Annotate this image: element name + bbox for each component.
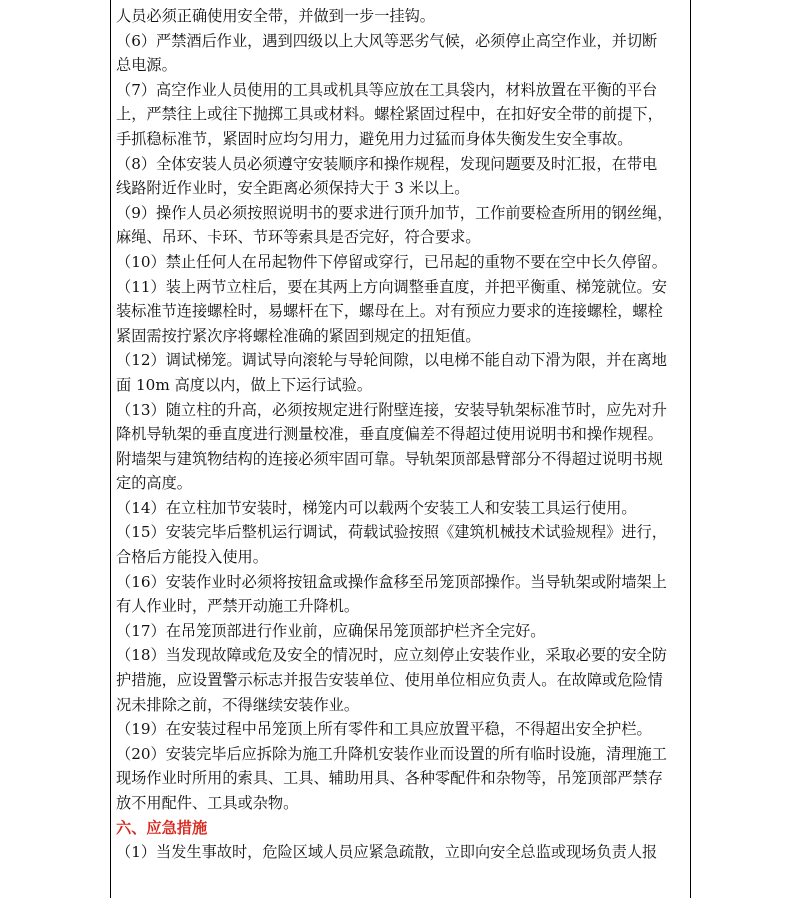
paragraph-p20 [116, 742, 685, 816]
paragraph-line: 手抓稳标准节，紧固时应均匀用力，避免用力过猛而身体失衡发生安全事故。 [116, 129, 633, 148]
paragraph-line: （11）装上两节立柱后，要在其两上方向调整垂直度，并把平衡重、梯笼就位。安 [116, 277, 667, 296]
paragraph-line: （20）安装完毕后应拆除为施工升降机安装作业而设置的所有临时设施，清理施工 [116, 744, 667, 763]
paragraph-line: 合格后方能投入使用。 [116, 548, 268, 567]
paragraph-list [116, 4, 685, 816]
paragraph-p9 [116, 201, 685, 250]
section-heading: 六、应急措施 [116, 818, 208, 837]
paragraph-line: （14）在立柱加节安装时，梯笼内可以载两个安装工人和安装工具运行使用。 [116, 498, 637, 517]
paragraph-line: 紧固需按拧紧次序将螺栓准确的紧固到规定的扭矩值。 [116, 326, 481, 345]
paragraph-line: 降机导轨架的垂直度进行测量校准，垂直度偏差不得超过使用说明书和操作规程。 [116, 425, 663, 444]
paragraph-p15 [116, 520, 685, 569]
paragraph-line: 附墙架与建筑物结构的连接必须牢固可靠。导轨架顶部悬臂部分不得超过说明书规 [116, 449, 663, 468]
paragraph-line: （8）全体安装人员必须遵守安装顺序和操作规程，发现问题要及时汇报，在带电 [116, 154, 658, 173]
paragraph-line: 总电源。 [116, 56, 177, 75]
paragraph-p8 [116, 152, 685, 201]
paragraph-line: （9）操作人员必须按照说明书的要求进行顶升加节，工作前要检查所用的钢丝绳， [116, 203, 673, 222]
paragraph-p14 [116, 496, 685, 521]
document-body [116, 4, 685, 865]
paragraph-line: （19）在安装过程中吊笼顶上所有零件和工具应放置平稳，不得超出安全护栏。 [116, 720, 652, 739]
paragraph-line: 护措施，应设置警示标志并报告安装单位、使用单位相应负责人。在故障或危险情 [116, 671, 663, 690]
paragraph-line: （16）安装作业时必须将按钮盒或操作盒移至吊笼顶部操作。当导轨架或附墙架上 [116, 572, 667, 591]
paragraph-line: 放不用配件、工具或杂物。 [116, 794, 299, 812]
paragraph-line: 定的高度。 [116, 474, 192, 493]
paragraph-line: 现场作业时所用的索具、工具、辅助用具、各种零配件和杂物等，吊笼顶部严禁存 [116, 769, 663, 788]
paragraph-e1 [116, 840, 685, 865]
emergency-paragraph-list [116, 840, 685, 865]
paragraph-p17 [116, 619, 685, 644]
paragraph-line: 人员必须正确使用安全带，并做到一步一挂钩。 [116, 7, 435, 25]
paragraph-line: 麻绳、吊环、卡环、节环等索具是否完好，符合要求。 [116, 228, 481, 247]
paragraph-p19 [116, 717, 685, 742]
paragraph-p11 [116, 275, 685, 349]
paragraph-p12 [116, 348, 685, 397]
paragraph-line: 装标准节连接螺栓时，易螺杆在下，螺母在上。对有预应力要求的连接螺栓，螺栓 [116, 302, 663, 321]
paragraph-line: 面 10m 高度以内，做上下运行试验。 [116, 375, 373, 394]
paragraph-line: （6）严禁酒后作业，遇到四级以上大风等恶劣气候，必须停止高空作业，并切断 [116, 31, 658, 50]
paragraph-line: （13）随立柱的升高，必须按规定进行附壁连接，安装导轨架标准节时，应先对升 [116, 400, 667, 419]
paragraph-line: （10）禁止任何人在吊起物件下停留或穿行，已吊起的重物不要在空中长久停留。 [116, 252, 667, 271]
paragraph-line: （7）高空作业人员使用的工具或机具等应放在工具袋内，材料放置在平衡的平台 [116, 80, 658, 99]
paragraph-line: 有人作业时，严禁开动施工升降机。 [116, 597, 359, 616]
paragraph-line: （17）在吊笼顶部进行作业前，应确保吊笼顶部护栏齐全完好。 [116, 621, 546, 640]
paragraph-p7 [116, 78, 685, 152]
paragraph-line: 线路附近作业时，安全距离必须保持大于 3 米以上。 [116, 179, 470, 198]
paragraph-p6 [116, 29, 685, 78]
paragraph-line: （12）调试梯笼。调试导向滚轮与导轮间隙，以电梯不能自动下滑为限，并在离地 [116, 351, 667, 370]
paragraph-line: （1）当发生事故时，危险区域人员应紧急疏散，立即向安全总监或现场负责人报 [116, 843, 658, 862]
paragraph-p5-tail [116, 4, 685, 29]
paragraph-p18 [116, 643, 685, 717]
paragraph-p10 [116, 250, 685, 275]
paragraph-p16 [116, 570, 685, 619]
paragraph-p13 [116, 398, 685, 496]
paragraph-line: （15）安装完毕后整机运行调试，荷载试验按照《建筑机械技术试验规程》进行， [116, 523, 667, 542]
paragraph-line: （18）当发现故障或危及安全的情况时，应立刻停止安装作业，采取必要的安全防 [116, 646, 667, 665]
paragraph-line: 况未排除之前，不得继续安装作业。 [116, 695, 359, 714]
paragraph-line: 上，严禁往上或往下抛掷工具或材料。螺栓紧固过程中，在扣好安全带的前提下， [116, 105, 663, 124]
